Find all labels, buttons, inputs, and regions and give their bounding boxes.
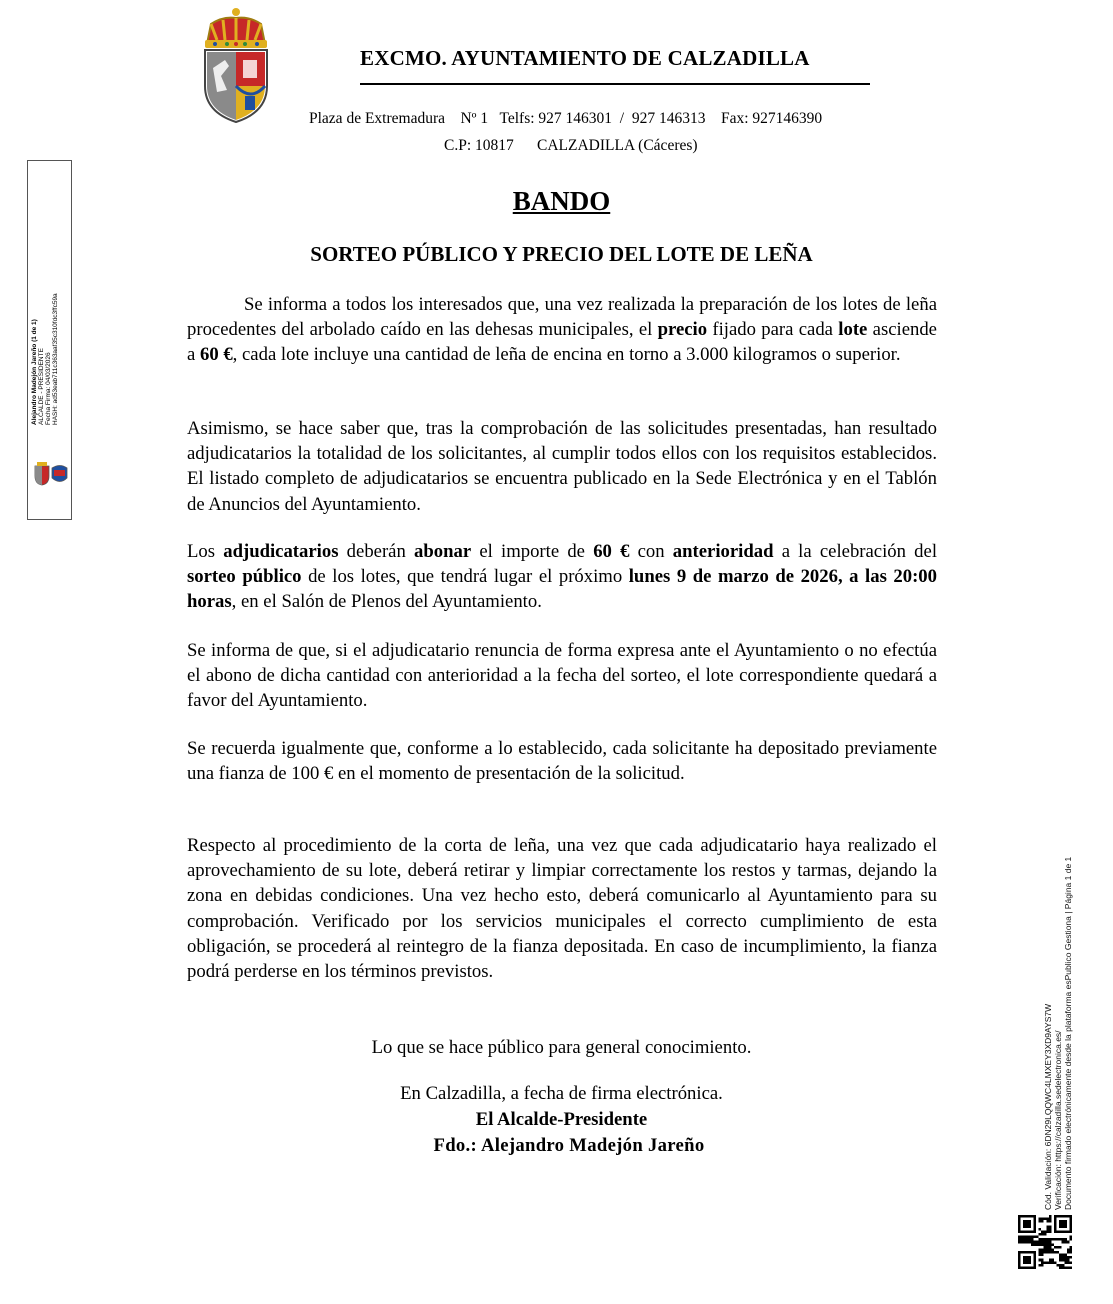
- verification-info: [1043, 810, 1073, 1210]
- signature-seal-icon: [34, 462, 68, 486]
- organization-name: EXCMO. AYUNTAMIENTO DE CALZADILLA: [360, 46, 810, 70]
- paragraph-deposit: Se recuerda igualmente que, conforme a lo establecido, cada solicitante ha depositado previamente una fianza de 100 € en el momento de presentación de la solicitud.: [187, 738, 937, 785]
- title-text: BANDO: [512, 186, 611, 216]
- verification-code: Cód. Validación: 6DN29LQQWC4LMXEY3XD9AYS7W: [1043, 1003, 1053, 1210]
- paragraph-payment-draw: Los adjudicatarios deberán abonar el importe de 60 € con anterioridad a la celebración del sorteo público de los lotes, que tendrá lugar el próximo lunes 9 de marzo de 2026, a las 20:00 horas, en el Salón de Plenos del Ayuntamiento.: [187, 541, 938, 613]
- header-divider: [360, 83, 870, 85]
- coat-of-arms-logo: [203, 6, 269, 124]
- paragraph-price: Se informa a todos los interesados que, una vez realizada la preparación de los lotes de leña procedentes del arbolado caído en las dehesas municipales, el precio fijado para cada lote asciende a 60 €, cada lote incluye una cantidad de leña de encina en torno a 3.000 kilogramos o superior.: [187, 294, 937, 366]
- document-title: [0, 186, 1113, 217]
- address-line-1: Plaza de Extremadura Nº 1 Telfs: 927 146301 / 927 146313 Fax: 927146390: [309, 110, 823, 127]
- signer-name: Fdo.: Alejandro Madejón Jareño: [433, 1135, 705, 1156]
- closing-statement: Lo que se hace público para general conocimiento.: [371, 1037, 752, 1058]
- address-line-2: C.P: 10817 CALZADILLA (Cáceres): [444, 137, 698, 154]
- signer-role: El Alcalde-Presidente: [475, 1109, 648, 1130]
- platform-note: Documento firmado electrónicamente desde la plataforma esPublico Gestiona | Página 1 de 1: [1063, 856, 1073, 1210]
- paragraph-awardees: Asimismo, se hace saber que, tras la comprobación de las solicitudes presentadas, han resultado adjudicatarios la totalidad de los solicitantes, al cumplir todos ellos con los requisitos establecidos. El listado completo de adjudicatarios se encuentra publicado en la Sede Electrónica y en el Tablón de Anuncios del Ayuntamiento.: [187, 418, 937, 515]
- paragraph-renunciation: Se informa de que, si el adjudicatario renuncia de forma expresa ante el Ayuntamiento o no efectúa el abono de dicha cantidad con anterioridad a la fecha del sorteo, el lote correspondiente quedará a favor del Ayuntamiento.: [187, 640, 937, 712]
- e-signature-text: Alejandro Madejón Jareño (1 de 1) ALCALDE - PRESIDENTE Fecha Firma: 04/03/2026 HASH: ad53eab711c363aaf35c310fdc3ffc59a: [31, 293, 59, 425]
- document-subtitle: [0, 242, 1113, 267]
- subtitle-text: SORTEO PÚBLICO Y PRECIO DEL LOTE DE LEÑA: [310, 242, 813, 266]
- paragraph-procedure: Respecto al procedimiento de la corta de leña, una vez que cada adjudicatario haya realizado el aprovechamiento de su lote, deberá retirar y limpiar correctamente los restos y tarmas, dejando la zona en debidas condiciones. Una vez hecho esto, deberá comunicarlo al Ayuntamiento para su comprobación. Verificado por los servicios municipales el correcto cumplimiento de esta obligación, se procederá al reintegro de la fianza depositada. En caso de incumplimiento, la fianza podrá perderse en los términos previstos.: [187, 835, 937, 983]
- place-date-line: En Calzadilla, a fecha de firma electrónica.: [400, 1083, 723, 1104]
- qr-code-icon: [1018, 1215, 1072, 1269]
- verification-url[interactable]: Verificación: https://calzadilla.sedelectronica.es/: [1053, 1030, 1063, 1210]
